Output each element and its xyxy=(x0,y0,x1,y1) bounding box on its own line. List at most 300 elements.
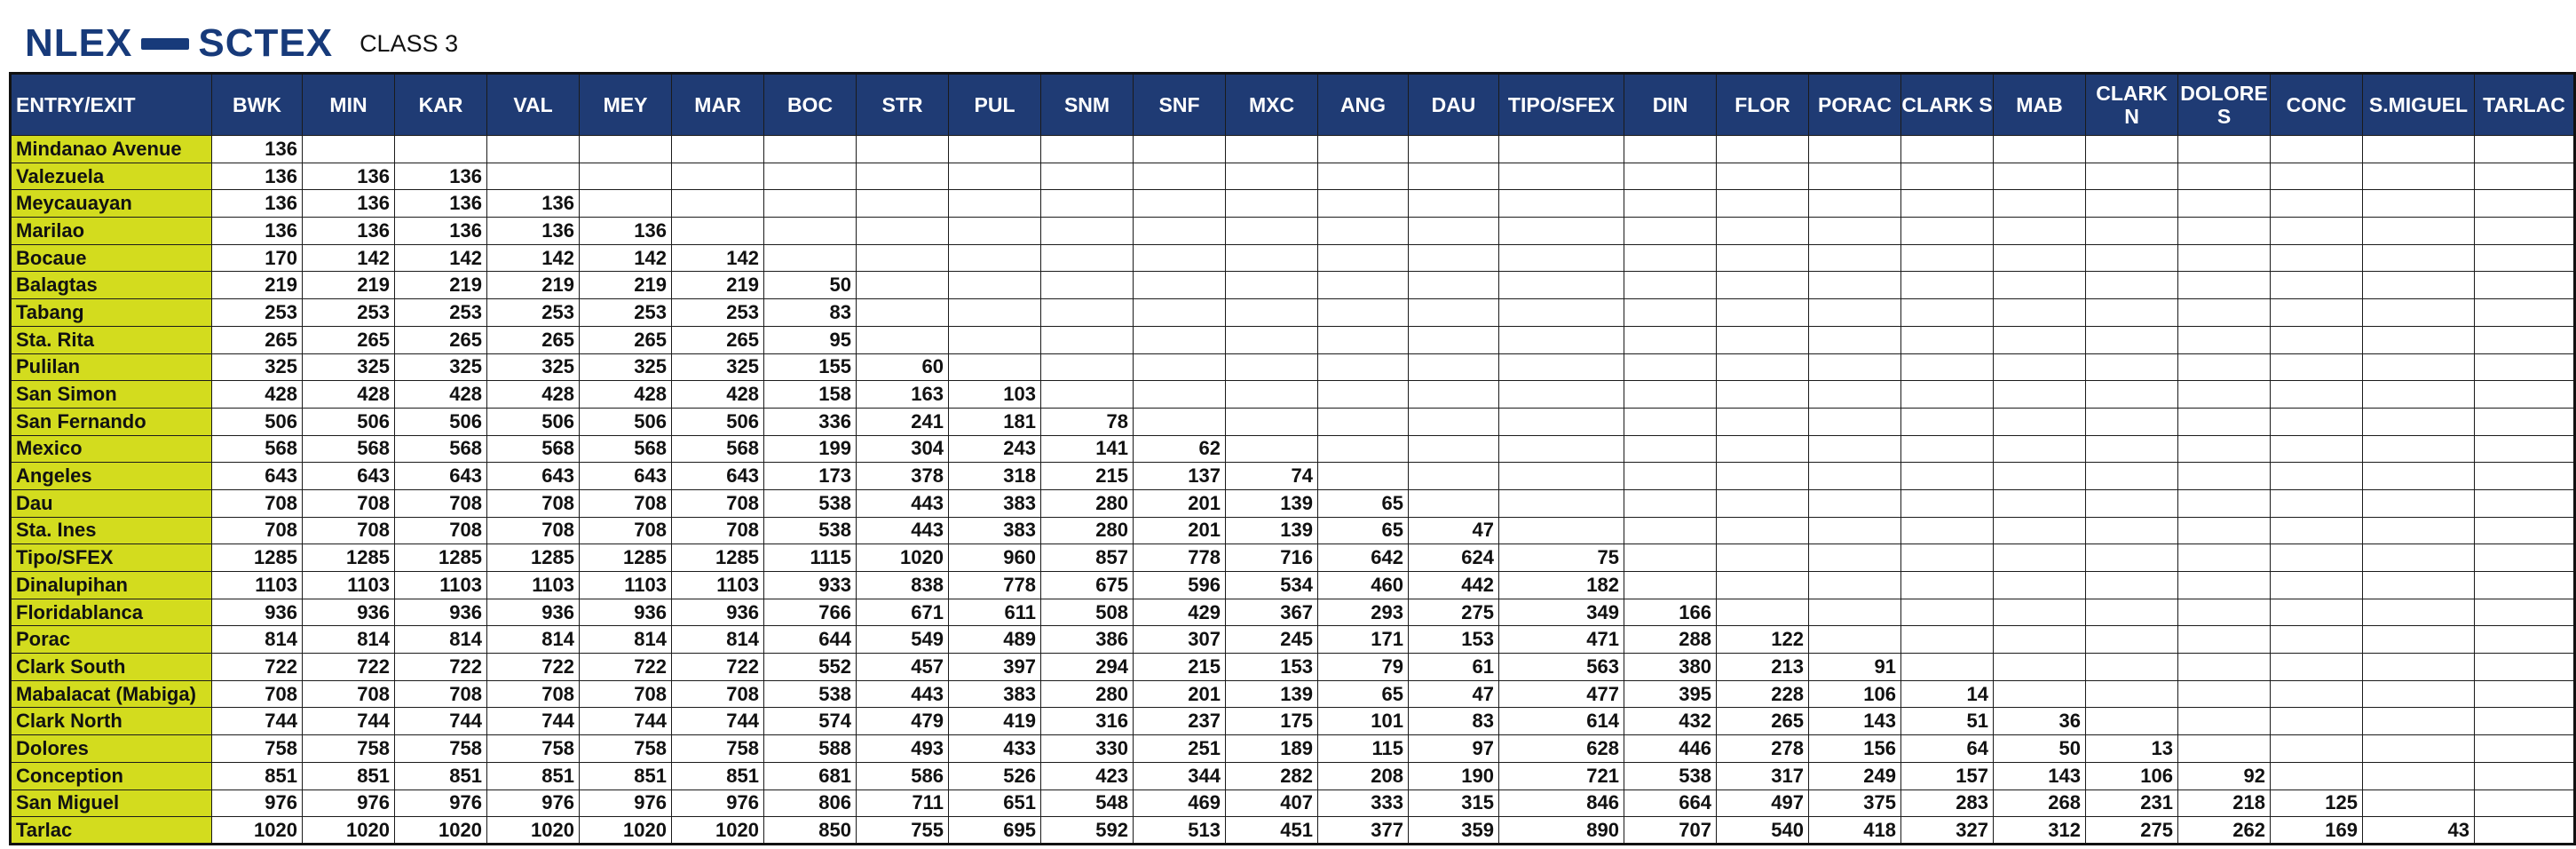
table-row xyxy=(11,218,2575,245)
toll-cell: 282 xyxy=(1226,762,1318,789)
toll-cell xyxy=(1624,489,1717,517)
toll-cell xyxy=(1499,244,1624,272)
toll-cell: 574 xyxy=(764,708,857,735)
toll-cell: 163 xyxy=(857,381,949,409)
toll-cell: 1020 xyxy=(395,817,487,845)
toll-cell xyxy=(2086,572,2178,599)
row-label: San Miguel xyxy=(11,789,212,817)
toll-cell xyxy=(1409,435,1499,463)
toll-cell xyxy=(2178,517,2271,544)
column-header: VAL xyxy=(487,74,580,136)
toll-cell: 280 xyxy=(1041,489,1134,517)
toll-cell xyxy=(1717,190,1809,218)
toll-cell xyxy=(857,272,949,299)
toll-cell: 707 xyxy=(1624,817,1717,845)
toll-cell xyxy=(2086,353,2178,381)
toll-cell: 142 xyxy=(395,244,487,272)
toll-cell xyxy=(1901,489,1994,517)
toll-cell: 651 xyxy=(949,789,1041,817)
toll-cell: 316 xyxy=(1041,708,1134,735)
toll-cell: 711 xyxy=(857,789,949,817)
toll-cell xyxy=(2363,762,2475,789)
toll-cell: 243 xyxy=(949,435,1041,463)
toll-cell: 976 xyxy=(212,789,303,817)
toll-cell: 460 xyxy=(1318,572,1409,599)
toll-cell: 1103 xyxy=(303,572,395,599)
toll-cell xyxy=(2086,599,2178,626)
toll-cell: 95 xyxy=(764,326,857,353)
toll-cell xyxy=(1901,136,1994,163)
column-header: DOLORE S xyxy=(2178,74,2271,136)
toll-cell xyxy=(1041,218,1134,245)
toll-cell: 330 xyxy=(1041,735,1134,763)
column-header: BWK xyxy=(212,74,303,136)
toll-cell: 428 xyxy=(212,381,303,409)
toll-cell: 106 xyxy=(2086,762,2178,789)
toll-cell: 278 xyxy=(1717,735,1809,763)
toll-cell: 890 xyxy=(1499,817,1624,845)
toll-cell: 294 xyxy=(1041,654,1134,681)
toll-cell: 936 xyxy=(395,599,487,626)
toll-cell: 155 xyxy=(764,353,857,381)
toll-cell: 215 xyxy=(1134,654,1226,681)
toll-cell xyxy=(2363,408,2475,435)
toll-cell xyxy=(2475,680,2575,708)
toll-cell xyxy=(1318,136,1409,163)
toll-cell xyxy=(2086,626,2178,654)
toll-cell: 275 xyxy=(2086,817,2178,845)
toll-cell xyxy=(1994,517,2086,544)
toll-cell xyxy=(1134,299,1226,327)
toll-cell: 136 xyxy=(212,136,303,163)
toll-cell xyxy=(2178,190,2271,218)
row-label: San Simon xyxy=(11,381,212,409)
toll-cell xyxy=(2363,218,2475,245)
toll-cell xyxy=(2271,435,2363,463)
toll-cell xyxy=(1226,190,1318,218)
toll-cell xyxy=(2475,817,2575,845)
toll-cell xyxy=(2086,654,2178,681)
toll-cell xyxy=(2178,626,2271,654)
toll-cell: 139 xyxy=(1226,489,1318,517)
toll-cell xyxy=(672,136,764,163)
toll-cell xyxy=(1409,326,1499,353)
toll-cell: 538 xyxy=(764,680,857,708)
row-label: Mindanao Avenue xyxy=(11,136,212,163)
toll-cell: 851 xyxy=(487,762,580,789)
toll-cell: 265 xyxy=(212,326,303,353)
toll-cell xyxy=(2178,136,2271,163)
row-label: Pulilan xyxy=(11,353,212,381)
toll-cell xyxy=(1134,353,1226,381)
toll-cell xyxy=(1318,163,1409,190)
toll-cell xyxy=(1717,381,1809,409)
toll-cell: 36 xyxy=(1994,708,2086,735)
toll-cell xyxy=(2475,735,2575,763)
toll-cell xyxy=(1809,489,1901,517)
toll-cell: 643 xyxy=(580,463,672,490)
toll-cell: 708 xyxy=(580,489,672,517)
row-label: Dinalupihan xyxy=(11,572,212,599)
toll-cell: 215 xyxy=(1041,463,1134,490)
toll-cell: 695 xyxy=(949,817,1041,845)
toll-cell xyxy=(2178,735,2271,763)
toll-cell: 158 xyxy=(764,381,857,409)
toll-cell: 708 xyxy=(395,489,487,517)
toll-cell xyxy=(1994,654,2086,681)
toll-cell xyxy=(1624,244,1717,272)
toll-cell: 433 xyxy=(949,735,1041,763)
toll-cell: 1285 xyxy=(395,544,487,572)
toll-cell: 451 xyxy=(1226,817,1318,845)
toll-cell xyxy=(1994,680,2086,708)
toll-cell: 722 xyxy=(580,654,672,681)
toll-cell: 534 xyxy=(1226,572,1318,599)
toll-cell: 936 xyxy=(672,599,764,626)
toll-cell: 588 xyxy=(764,735,857,763)
class-label: CLASS 3 xyxy=(360,29,459,57)
toll-cell: 806 xyxy=(764,789,857,817)
toll-cell: 181 xyxy=(949,408,1041,435)
toll-cell: 74 xyxy=(1226,463,1318,490)
toll-cell xyxy=(2086,708,2178,735)
toll-cell xyxy=(2475,136,2575,163)
toll-cell: 65 xyxy=(1318,517,1409,544)
toll-cell xyxy=(2086,299,2178,327)
row-label: Meycauayan xyxy=(11,190,212,218)
toll-cell: 506 xyxy=(395,408,487,435)
toll-cell: 497 xyxy=(1717,789,1809,817)
toll-cell xyxy=(2271,244,2363,272)
toll-cell xyxy=(2178,463,2271,490)
table-row xyxy=(11,626,2575,654)
toll-cell: 643 xyxy=(212,463,303,490)
toll-cell: 428 xyxy=(303,381,395,409)
toll-cell xyxy=(1901,626,1994,654)
toll-cell: 548 xyxy=(1041,789,1134,817)
toll-cell: 758 xyxy=(580,735,672,763)
row-label: Dolores xyxy=(11,735,212,763)
toll-cell xyxy=(1624,218,1717,245)
toll-cell: 1103 xyxy=(395,572,487,599)
toll-cell xyxy=(1499,326,1624,353)
column-header: TIPO/SFEX xyxy=(1499,74,1624,136)
row-label: Angeles xyxy=(11,463,212,490)
toll-cell xyxy=(1717,599,1809,626)
toll-cell xyxy=(1134,408,1226,435)
toll-cell xyxy=(1318,435,1409,463)
toll-cell: 43 xyxy=(2363,817,2475,845)
toll-cell: 489 xyxy=(949,626,1041,654)
toll-cell xyxy=(1901,435,1994,463)
toll-cell xyxy=(1041,353,1134,381)
toll-cell: 457 xyxy=(857,654,949,681)
toll-cell: 136 xyxy=(212,190,303,218)
toll-cell: 170 xyxy=(212,244,303,272)
toll-cell xyxy=(2363,244,2475,272)
toll-cell xyxy=(2086,218,2178,245)
toll-cell: 814 xyxy=(395,626,487,654)
toll-cell: 758 xyxy=(303,735,395,763)
toll-cell: 596 xyxy=(1134,572,1226,599)
toll-cell xyxy=(857,136,949,163)
column-header: S.MIGUEL xyxy=(2363,74,2475,136)
toll-cell: 219 xyxy=(580,272,672,299)
toll-cell xyxy=(1499,272,1624,299)
toll-cell xyxy=(2178,218,2271,245)
toll-cell xyxy=(1809,190,1901,218)
toll-cell: 1020 xyxy=(303,817,395,845)
toll-cell: 428 xyxy=(395,381,487,409)
toll-cell: 513 xyxy=(1134,817,1226,845)
toll-cell: 201 xyxy=(1134,489,1226,517)
toll-cell xyxy=(2475,408,2575,435)
toll-cell: 219 xyxy=(487,272,580,299)
toll-cell: 722 xyxy=(672,654,764,681)
toll-cell: 506 xyxy=(303,408,395,435)
toll-cell: 960 xyxy=(949,544,1041,572)
toll-cell: 245 xyxy=(1226,626,1318,654)
toll-cell: 708 xyxy=(672,680,764,708)
row-label: Marilao xyxy=(11,218,212,245)
toll-cell xyxy=(2271,272,2363,299)
toll-cell xyxy=(1409,408,1499,435)
toll-cell xyxy=(2363,735,2475,763)
toll-cell xyxy=(1499,435,1624,463)
toll-cell xyxy=(1318,244,1409,272)
toll-cell: 136 xyxy=(212,163,303,190)
toll-cell xyxy=(1409,299,1499,327)
toll-cell: 47 xyxy=(1409,517,1499,544)
column-header: ANG xyxy=(1318,74,1409,136)
toll-cell xyxy=(1809,517,1901,544)
toll-cell: 549 xyxy=(857,626,949,654)
toll-cell xyxy=(2363,272,2475,299)
row-label: Porac xyxy=(11,626,212,654)
toll-cell xyxy=(1809,272,1901,299)
toll-cell: 479 xyxy=(857,708,949,735)
toll-cell xyxy=(1994,599,2086,626)
toll-cell: 838 xyxy=(857,572,949,599)
row-label: Clark South xyxy=(11,654,212,681)
toll-cell xyxy=(2271,136,2363,163)
toll-cell: 136 xyxy=(212,218,303,245)
toll-cell: 758 xyxy=(487,735,580,763)
toll-cell: 157 xyxy=(1901,762,1994,789)
toll-cell xyxy=(1994,353,2086,381)
toll-cell xyxy=(949,190,1041,218)
toll-cell: 101 xyxy=(1318,708,1409,735)
toll-cell xyxy=(1226,163,1318,190)
column-header: STR xyxy=(857,74,949,136)
toll-cell xyxy=(1409,489,1499,517)
toll-cell xyxy=(1409,163,1499,190)
toll-cell xyxy=(857,326,949,353)
toll-cell: 708 xyxy=(395,680,487,708)
table-row xyxy=(11,381,2575,409)
toll-cell: 418 xyxy=(1809,817,1901,845)
toll-cell xyxy=(1624,190,1717,218)
toll-cell xyxy=(2363,517,2475,544)
toll-cell xyxy=(2178,408,2271,435)
table-row xyxy=(11,708,2575,735)
toll-cell: 115 xyxy=(1318,735,1409,763)
toll-cell xyxy=(2363,326,2475,353)
toll-cell xyxy=(1624,408,1717,435)
toll-cell: 383 xyxy=(949,517,1041,544)
toll-cell: 428 xyxy=(580,381,672,409)
toll-cell: 419 xyxy=(949,708,1041,735)
toll-cell: 265 xyxy=(487,326,580,353)
toll-cell xyxy=(2363,544,2475,572)
toll-cell xyxy=(764,218,857,245)
toll-cell: 251 xyxy=(1134,735,1226,763)
toll-cell xyxy=(2178,680,2271,708)
toll-cell: 136 xyxy=(487,190,580,218)
toll-cell xyxy=(949,136,1041,163)
toll-cell: 814 xyxy=(303,626,395,654)
toll-cell xyxy=(857,163,949,190)
toll-cell xyxy=(1041,299,1134,327)
column-header: FLOR xyxy=(1717,74,1809,136)
logo-text-nlex: NLEX xyxy=(25,21,133,65)
toll-cell xyxy=(1226,381,1318,409)
toll-cell xyxy=(1499,218,1624,245)
toll-cell xyxy=(1809,353,1901,381)
toll-cell xyxy=(1409,218,1499,245)
toll-cell xyxy=(1717,326,1809,353)
toll-cell xyxy=(1809,435,1901,463)
toll-cell xyxy=(2178,435,2271,463)
row-label: Mabalacat (Mabiga) xyxy=(11,680,212,708)
toll-cell xyxy=(764,163,857,190)
toll-cell: 708 xyxy=(580,680,672,708)
toll-cell xyxy=(1994,572,2086,599)
toll-cell xyxy=(1409,463,1499,490)
toll-cell xyxy=(2086,326,2178,353)
toll-cell xyxy=(2271,599,2363,626)
toll-cell xyxy=(1624,381,1717,409)
toll-cell xyxy=(2086,272,2178,299)
toll-cell xyxy=(1041,190,1134,218)
column-header: TARLAC xyxy=(2475,74,2575,136)
toll-cell xyxy=(2271,463,2363,490)
toll-cell: 367 xyxy=(1226,599,1318,626)
toll-cell xyxy=(1994,408,2086,435)
toll-cell xyxy=(1717,299,1809,327)
toll-cell: 857 xyxy=(1041,544,1134,572)
toll-cell xyxy=(1318,272,1409,299)
toll-cell xyxy=(1624,136,1717,163)
toll-cell: 471 xyxy=(1499,626,1624,654)
toll-cell: 432 xyxy=(1624,708,1717,735)
toll-cell: 228 xyxy=(1717,680,1809,708)
toll-cell xyxy=(1226,353,1318,381)
toll-cell: 850 xyxy=(764,817,857,845)
toll-cell: 721 xyxy=(1499,762,1624,789)
column-header: MXC xyxy=(1226,74,1318,136)
toll-cell: 327 xyxy=(1901,817,1994,845)
column-header: MAR xyxy=(672,74,764,136)
column-header: CLARK S xyxy=(1901,74,1994,136)
toll-cell: 173 xyxy=(764,463,857,490)
toll-cell: 253 xyxy=(580,299,672,327)
toll-cell: 508 xyxy=(1041,599,1134,626)
toll-cell xyxy=(2271,762,2363,789)
toll-cell: 156 xyxy=(1809,735,1901,763)
toll-cell: 136 xyxy=(303,190,395,218)
toll-cell xyxy=(1409,353,1499,381)
toll-cell: 97 xyxy=(1409,735,1499,763)
toll-cell: 443 xyxy=(857,680,949,708)
toll-cell xyxy=(1717,353,1809,381)
toll-cell: 136 xyxy=(395,190,487,218)
table-row xyxy=(11,544,2575,572)
toll-cell xyxy=(949,353,1041,381)
toll-cell xyxy=(1809,626,1901,654)
row-label: Conception xyxy=(11,762,212,789)
table-row xyxy=(11,654,2575,681)
toll-cell xyxy=(1994,544,2086,572)
toll-cell: 1103 xyxy=(672,572,764,599)
toll-cell xyxy=(2178,381,2271,409)
toll-cell: 681 xyxy=(764,762,857,789)
table-row xyxy=(11,789,2575,817)
toll-cell xyxy=(2363,599,2475,626)
toll-cell xyxy=(1134,190,1226,218)
toll-cell xyxy=(1717,435,1809,463)
table-body xyxy=(11,136,2575,845)
toll-cell xyxy=(1318,381,1409,409)
toll-cell: 506 xyxy=(672,408,764,435)
toll-cell xyxy=(1624,272,1717,299)
toll-cell xyxy=(1994,435,2086,463)
toll-cell: 814 xyxy=(487,626,580,654)
table-row xyxy=(11,735,2575,763)
toll-cell xyxy=(2363,463,2475,490)
toll-cell: 280 xyxy=(1041,517,1134,544)
toll-cell: 851 xyxy=(672,762,764,789)
toll-cell: 722 xyxy=(212,654,303,681)
toll-cell: 1285 xyxy=(212,544,303,572)
toll-cell: 142 xyxy=(672,244,764,272)
table-row xyxy=(11,517,2575,544)
toll-cell: 141 xyxy=(1041,435,1134,463)
toll-cell: 47 xyxy=(1409,680,1499,708)
toll-cell: 136 xyxy=(395,163,487,190)
toll-cell xyxy=(1994,299,2086,327)
toll-cell xyxy=(764,244,857,272)
row-label: Tabang xyxy=(11,299,212,327)
toll-cell xyxy=(1041,272,1134,299)
toll-cell xyxy=(1318,326,1409,353)
toll-cell xyxy=(2475,626,2575,654)
toll-cell: 268 xyxy=(1994,789,2086,817)
toll-cell xyxy=(2271,517,2363,544)
toll-cell xyxy=(1809,572,1901,599)
toll-cell: 708 xyxy=(212,680,303,708)
toll-cell xyxy=(1901,381,1994,409)
toll-cell: 744 xyxy=(672,708,764,735)
table-row xyxy=(11,244,2575,272)
toll-cell: 169 xyxy=(2271,817,2363,845)
toll-cell: 778 xyxy=(1134,544,1226,572)
toll-cell: 443 xyxy=(857,489,949,517)
toll-cell xyxy=(2475,572,2575,599)
toll-cell: 280 xyxy=(1041,680,1134,708)
toll-cell xyxy=(672,190,764,218)
toll-cell xyxy=(2271,708,2363,735)
